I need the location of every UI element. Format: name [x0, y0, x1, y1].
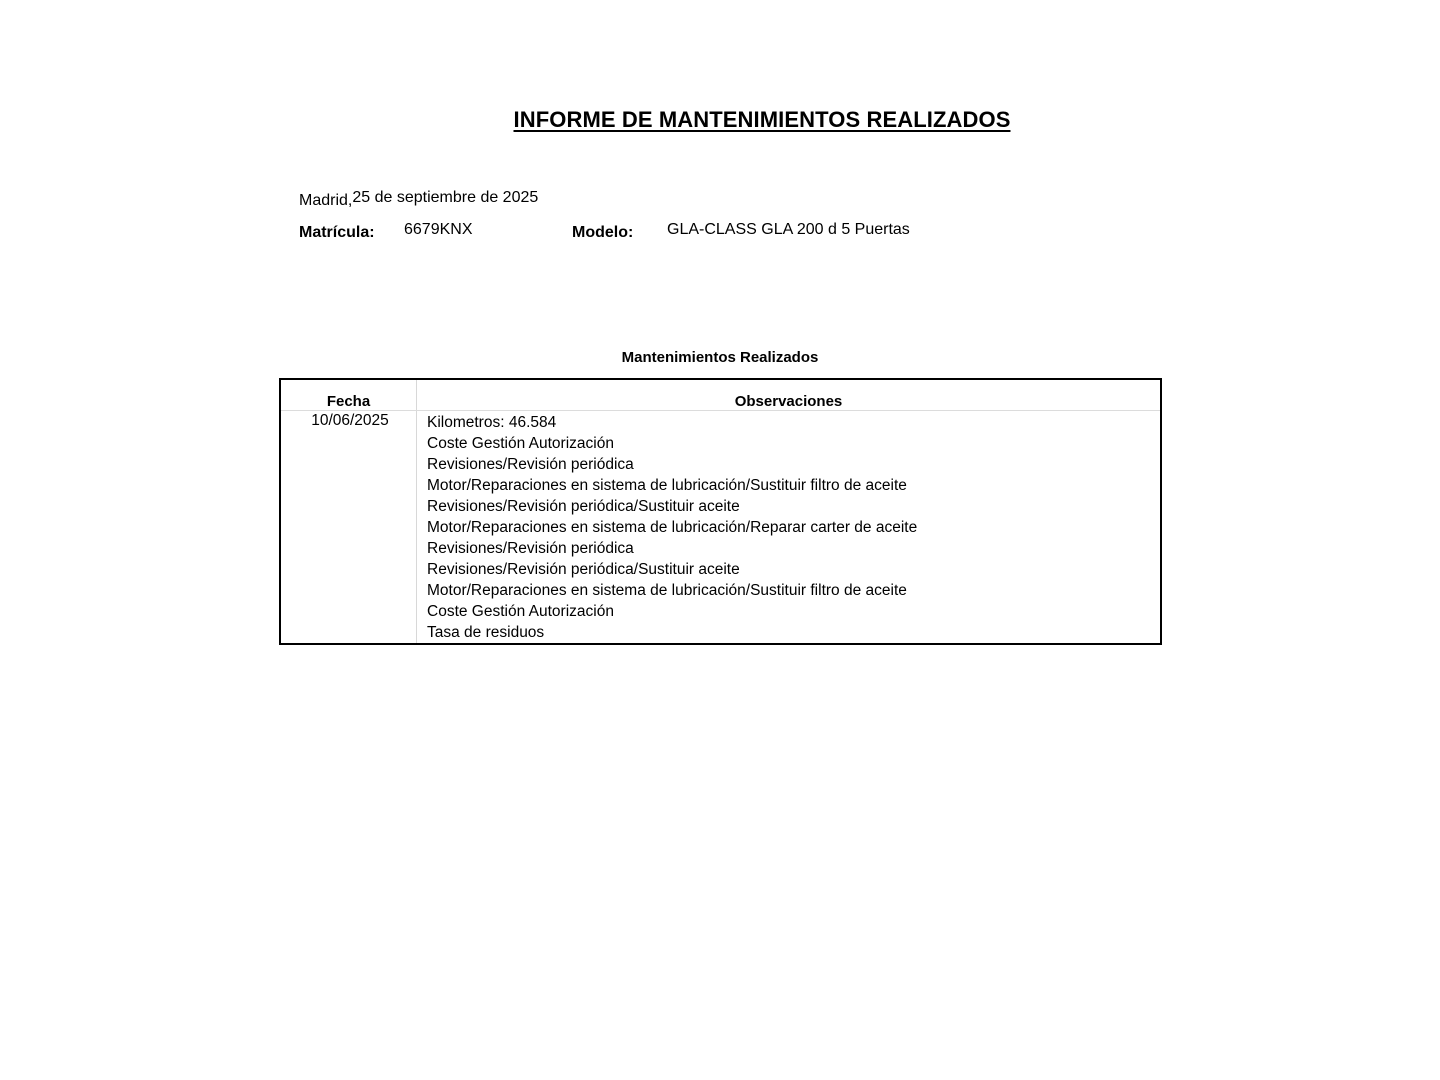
plate-value: 6679KNX — [404, 221, 473, 238]
observation-item: Kilometros: 46.584 — [427, 414, 557, 431]
observation-item: Revisiones/Revisión periódica/Sustituir aceite — [427, 498, 740, 515]
observations-list — [427, 412, 917, 643]
report-title: INFORME DE MANTENIMIENTOS REALIZADOS — [513, 107, 1011, 132]
place-city: Madrid, — [299, 192, 353, 209]
model-value: GLA-CLASS GLA 200 d 5 Puertas — [667, 221, 910, 238]
report-date: 25 de septiembre de 2025 — [352, 189, 539, 206]
observation-item: Revisiones/Revisión periódica — [427, 540, 634, 557]
header-fecha: Fecha — [326, 393, 371, 410]
observation-item: Revisiones/Revisión periódica — [427, 456, 634, 473]
place-date — [299, 189, 538, 207]
plate-label: Matrícula: — [299, 224, 375, 241]
observation-item: Coste Gestión Autorización — [427, 603, 614, 620]
observation-item: Coste Gestión Autorización — [427, 435, 614, 452]
row-date: 10/06/2025 — [311, 412, 389, 429]
header-observaciones: Observaciones — [734, 393, 843, 410]
observation-item: Tasa de residuos — [427, 624, 545, 641]
observation-item: Motor/Reparaciones en sistema de lubricación/Sustituir filtro de aceite — [427, 477, 907, 494]
model-label: Modelo: — [572, 224, 634, 241]
observation-item: Motor/Reparaciones en sistema de lubricación/Reparar carter de aceite — [427, 519, 918, 536]
observation-item: Revisiones/Revisión periódica/Sustituir aceite — [427, 561, 740, 578]
header-divider — [281, 410, 1160, 411]
section-title: Mantenimientos Realizados — [621, 349, 819, 366]
observation-item: Motor/Reparaciones en sistema de lubricación/Sustituir filtro de aceite — [427, 582, 907, 599]
maintenance-table — [279, 378, 1162, 645]
